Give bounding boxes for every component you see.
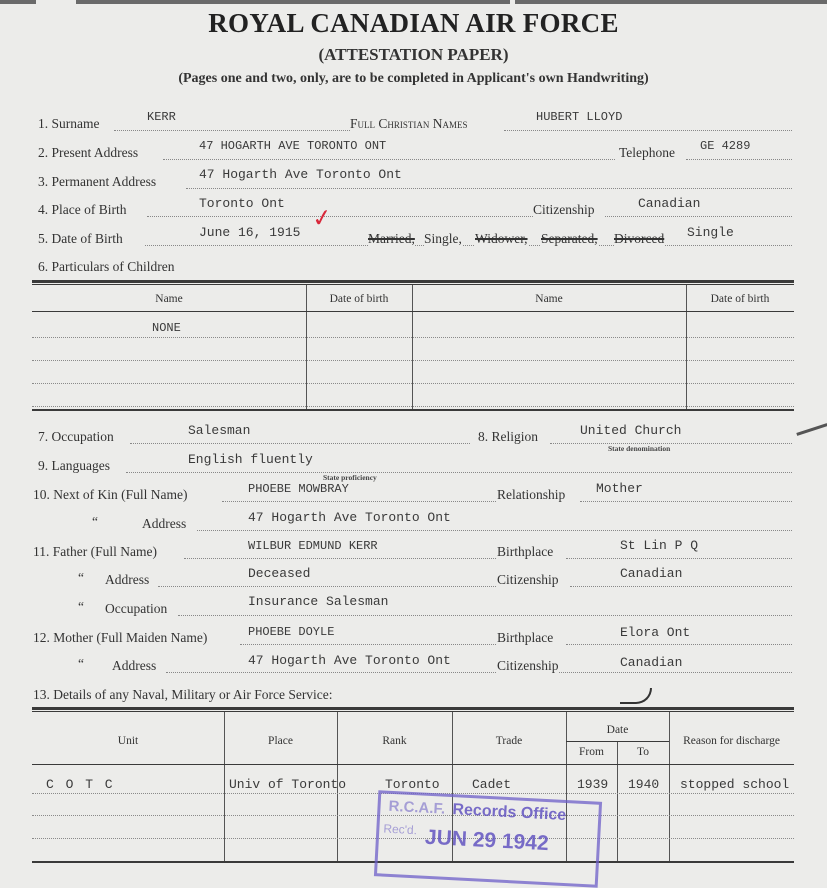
dotted-line bbox=[126, 472, 792, 473]
service-header-rank: Rank bbox=[382, 735, 407, 747]
citizenship-value: Canadian bbox=[638, 196, 701, 211]
dotted-line bbox=[222, 501, 496, 502]
telephone-value: GE 4289 bbox=[700, 139, 751, 153]
occupation-label: 7. Occupation bbox=[38, 429, 114, 444]
service-label: 13. Details of any Naval, Military or Air Force Service: bbox=[33, 687, 333, 702]
marital-widower: Widower, bbox=[475, 231, 528, 246]
form-title: ROYAL CANADIAN AIR FORCE bbox=[208, 8, 619, 38]
father-name-value: WILBUR EDMUND KERR bbox=[248, 539, 378, 553]
service-header-trade: Trade bbox=[495, 735, 523, 747]
dotted-line bbox=[166, 672, 792, 673]
mother-name-label: 12. Mother (Full Maiden Name) bbox=[33, 630, 208, 645]
form-subtitle: (ATTESTATION PAPER) bbox=[318, 45, 509, 64]
dotted-line bbox=[114, 130, 350, 131]
languages-label: 9. Languages bbox=[38, 458, 110, 473]
father-citizenship-label: Citizenship bbox=[497, 572, 559, 587]
dotted-line bbox=[147, 216, 533, 217]
surname-label: 1. Surname bbox=[38, 116, 100, 131]
header-divider bbox=[32, 311, 794, 312]
place-of-birth-label: 4. Place of Birth bbox=[38, 202, 127, 217]
surname-value: KERR bbox=[147, 110, 176, 124]
dotted-line bbox=[580, 501, 792, 502]
service-row-1-from: 1939 bbox=[577, 777, 609, 792]
stamp-org: R.C.A.F. bbox=[388, 797, 446, 818]
header-divider bbox=[32, 764, 794, 765]
service-header-reason: Reason for discharge bbox=[683, 735, 780, 747]
marital-separated: Separated, bbox=[541, 231, 598, 246]
mother-address-value: 47 Hogarth Ave Toronto Ont bbox=[248, 653, 451, 668]
mother-name-value: PHOEBE DOYLE bbox=[248, 625, 335, 639]
father-occupation-label: Occupation bbox=[105, 601, 168, 616]
dotted-line bbox=[240, 644, 496, 645]
father-occupation-value: Insurance Salesman bbox=[248, 594, 389, 609]
relationship-label: Relationship bbox=[497, 487, 566, 502]
present-address-value: 47 HOGARTH AVE TORONTO ONT bbox=[199, 139, 387, 153]
permanent-address-label: 3. Permanent Address bbox=[38, 174, 157, 189]
occupation-value: Salesman bbox=[188, 423, 251, 438]
dotted-line bbox=[158, 586, 496, 587]
pen-mark bbox=[620, 688, 652, 704]
children-row-1-name: NONE bbox=[152, 321, 181, 335]
scan-edge bbox=[0, 0, 827, 4]
dotted-line bbox=[550, 443, 792, 444]
table-border bbox=[32, 409, 794, 411]
ditto-mark: “ bbox=[78, 570, 84, 585]
place-of-birth-value: Toronto Ont bbox=[199, 196, 285, 211]
father-birthplace-value: St Lin P Q bbox=[620, 538, 699, 553]
service-row-1-reason: stopped school bbox=[680, 777, 790, 792]
father-name-label: 11. Father (Full Name) bbox=[33, 544, 157, 559]
dotted-line bbox=[163, 159, 615, 160]
father-address-label: Address bbox=[105, 572, 150, 587]
stamp-date: JUN 29 1942 bbox=[424, 825, 550, 856]
checkmark-icon: ✓ bbox=[310, 202, 334, 234]
marital-married: Married, bbox=[368, 231, 415, 246]
ditto-mark: “ bbox=[78, 599, 84, 614]
service-header-place: Place bbox=[268, 735, 293, 747]
service-row-1-trade: Cadet bbox=[472, 777, 512, 792]
telephone-label: Telephone bbox=[619, 145, 676, 160]
mother-citizenship-value: Canadian bbox=[620, 655, 683, 670]
religion-label: 8. Religion bbox=[478, 429, 538, 444]
christian-names-label: Full Christian Names bbox=[350, 116, 468, 131]
christian-names-value: HUBERT LLOYD bbox=[536, 110, 623, 124]
marital-status-value: Single bbox=[687, 225, 734, 240]
service-row-1-rank: Toronto bbox=[385, 777, 440, 792]
citizenship-label: Citizenship bbox=[533, 202, 595, 217]
dotted-line bbox=[570, 586, 792, 587]
dotted-line bbox=[184, 558, 496, 559]
religion-value: United Church bbox=[580, 423, 682, 438]
dotted-line bbox=[130, 443, 470, 444]
dotted-line bbox=[504, 130, 792, 131]
languages-hint: State proficiency bbox=[323, 473, 377, 482]
mother-address-label: Address bbox=[112, 658, 157, 673]
dotted-line bbox=[178, 615, 792, 616]
records-office-stamp bbox=[374, 790, 602, 888]
children-header-name-2: Name bbox=[535, 293, 563, 305]
kin-address-label: Address bbox=[142, 516, 187, 531]
dotted-line bbox=[566, 644, 792, 645]
children-header-dob-1: Date of birth bbox=[329, 293, 389, 305]
children-header-dob-2: Date of birth bbox=[710, 293, 770, 305]
pen-mark bbox=[796, 423, 827, 436]
kin-address-value: 47 Hogarth Ave Toronto Ont bbox=[248, 510, 451, 525]
column-divider bbox=[617, 742, 618, 862]
stamp-office: Records Office bbox=[452, 801, 567, 825]
dotted-line bbox=[145, 245, 792, 246]
ditto-mark: “ bbox=[92, 514, 98, 529]
languages-value: English fluently bbox=[188, 452, 313, 467]
marital-single: Single, bbox=[424, 231, 462, 246]
row-line bbox=[32, 406, 794, 407]
religion-hint: State denomination bbox=[608, 444, 671, 453]
father-citizenship-value: Canadian bbox=[620, 566, 683, 581]
service-row-1-place: Univ of Toronto bbox=[229, 777, 347, 792]
ditto-mark: “ bbox=[78, 656, 84, 671]
relationship-value: Mother bbox=[596, 481, 643, 496]
service-row-1-to: 1940 bbox=[628, 777, 660, 792]
children-header-name-1: Name bbox=[155, 293, 183, 305]
service-header-date: Date bbox=[606, 724, 629, 736]
row-line bbox=[32, 383, 794, 384]
row-line bbox=[32, 360, 794, 361]
father-address-value: Deceased bbox=[248, 566, 311, 581]
dotted-line bbox=[605, 216, 792, 217]
table-border bbox=[32, 280, 794, 283]
dotted-line bbox=[197, 530, 792, 531]
service-header-unit: Unit bbox=[117, 735, 139, 747]
mother-birthplace-label: Birthplace bbox=[497, 630, 554, 645]
row-line bbox=[32, 337, 794, 338]
service-row-1-unit: C O T C bbox=[46, 777, 115, 792]
marital-divorced: Divorced bbox=[614, 231, 665, 246]
table-border bbox=[32, 284, 794, 285]
next-of-kin-value: PHOEBE MOWBRAY bbox=[248, 482, 349, 496]
date-of-birth-value: June 16, 1915 bbox=[199, 225, 301, 240]
dotted-line bbox=[566, 558, 792, 559]
permanent-address-value: 47 Hogarth Ave Toronto Ont bbox=[199, 167, 402, 182]
table-border bbox=[32, 707, 794, 710]
next-of-kin-label: 10. Next of Kin (Full Name) bbox=[33, 487, 188, 502]
dotted-line bbox=[186, 188, 792, 189]
service-header-to: To bbox=[637, 746, 649, 758]
mother-birthplace-value: Elora Ont bbox=[620, 625, 691, 640]
dotted-line bbox=[686, 159, 792, 160]
children-label: 6. Particulars of Children bbox=[38, 259, 175, 274]
mother-citizenship-label: Citizenship bbox=[497, 658, 559, 673]
service-header-from: From bbox=[579, 746, 604, 758]
present-address-label: 2. Present Address bbox=[38, 145, 139, 160]
father-birthplace-label: Birthplace bbox=[497, 544, 554, 559]
stamp-recd: Rec'd. bbox=[383, 821, 418, 838]
table-border bbox=[32, 711, 794, 712]
date-of-birth-label: 5. Date of Birth bbox=[38, 231, 123, 246]
form-instruction: (Pages one and two, only, are to be completed in Applicant's own Handwriting) bbox=[178, 71, 649, 86]
header-divider bbox=[566, 741, 669, 742]
